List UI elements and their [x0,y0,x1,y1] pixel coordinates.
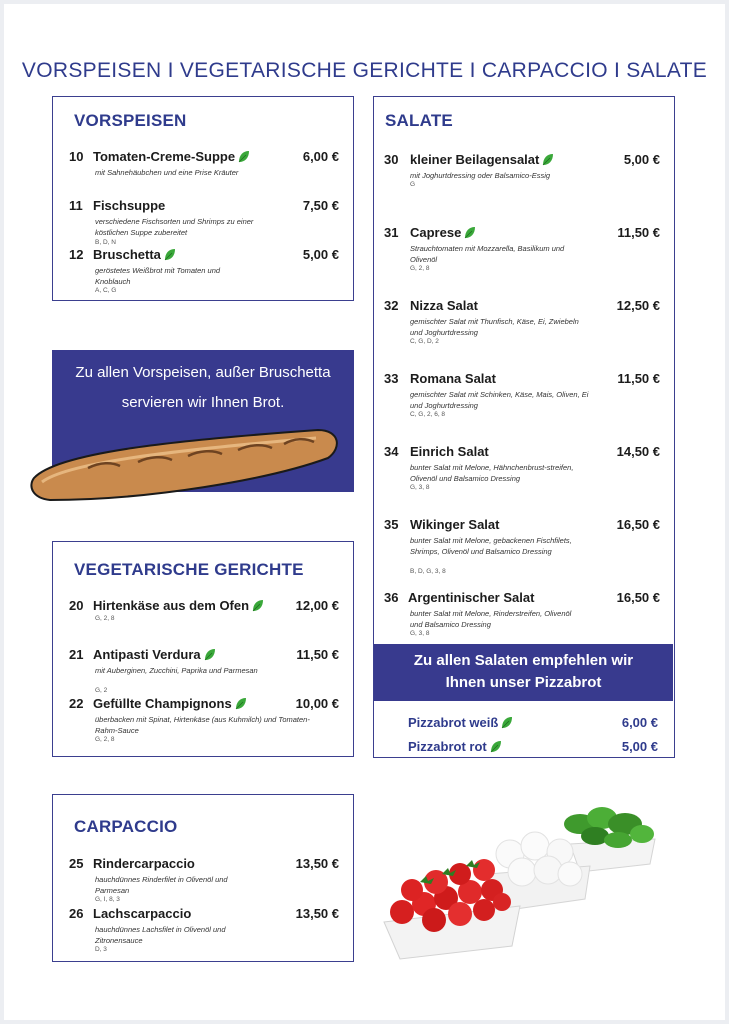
pizzabrot-name: Pizzabrot weiß [408,715,499,730]
salate-box [373,96,675,758]
menu-item [384,225,660,277]
item-number: 25 [69,856,84,871]
pizzabrot-banner [374,644,673,701]
item-number: 12 [69,247,84,262]
item-price: 14,50 € [616,444,660,459]
salate-title: SALATE [385,111,453,130]
item-name: Argentinischer Salat [408,590,535,605]
item-price: 12,00 € [295,598,339,613]
item-name: Romana Salat [410,371,496,386]
item-name: kleiner Beilagensalat [410,152,554,167]
item-description: gemischter Salat mit Schinken, Käse, Mais, Oliven, Ei und Joghurtdressing [410,390,589,410]
item-number: 31 [384,225,399,240]
item-description: mit Sahnehäubchen und eine Prise Kräuter [95,168,239,177]
vegetarisch-title: VEGETARISCHE GERICHTE [74,560,304,579]
vegetarian-leaf-icon [464,226,476,239]
item-number: 34 [384,444,399,459]
item-description: bunter Salat mit Melone, Hähnchenbrust-streifen, Olivenöl und Balsamico Dressing [410,463,574,483]
pizzabrot-banner-line2: Ihnen unser Pizzabrot [445,674,602,691]
item-description: verschiedene Fischsorten und Shrimps zu einer köstlichen Suppe zubereitet [95,217,254,237]
menu-item [69,696,339,744]
item-description: gemischter Salat mit Thunfisch, Käse, Ei, Zwiebeln und Joghurtdressing [410,317,579,337]
allergen-codes: G, I, 8, 3 [95,896,120,903]
pizzabrot-banner-line1: Zu allen Salaten empfehlen wir [413,652,634,669]
item-name: Wikinger Salat [410,517,500,532]
item-description: hauchdünnes Rinderfilet in Olivenöl und Parmesan [95,875,228,895]
pizzabrot-item [408,739,658,754]
bread-banner-line1: Zu allen Vorspeisen, außer Bruschetta [75,364,331,381]
menu-item [384,152,660,192]
item-number: 36 [384,590,399,605]
menu-item [69,198,339,246]
item-number: 21 [69,647,84,662]
item-description: geröstetes Weißbrot mit Tomaten und Knoblauch [95,266,221,286]
menu-item [69,906,339,952]
allergen-codes: G, 2 [95,687,108,694]
allergen-codes: C, G, 2, 6, 8 [410,411,446,418]
allergen-codes: D, 3 [95,946,107,953]
allergen-codes: G, 2, 8 [95,736,115,743]
vegetarisch-box [52,541,354,757]
menu-page [4,4,725,1020]
item-description: mit Auberginen, Zucchini, Paprika und Parmesan [95,666,258,675]
item-name: Lachscarpaccio [93,906,192,921]
item-name: Nizza Salat [410,298,478,313]
vegetarian-leaf-icon [204,648,216,661]
item-name: Hirtenkäse aus dem Ofen [93,598,264,613]
item-number: 20 [69,598,84,613]
menu-item [384,517,660,579]
item-number: 30 [384,152,399,167]
menu-item [69,856,339,902]
item-price: 7,50 € [302,198,339,213]
allergen-codes: G, 2, 8 [95,615,115,622]
page-header: VORSPEISEN I VEGETARISCHE GERICHTE I CARPACCIO I SALATE [21,59,708,82]
item-name: Tomaten-Creme-Suppe [93,149,250,164]
menu-item [69,598,339,628]
pizzabrot-price: 5,00 € [621,739,658,754]
item-price: 11,50 € [617,225,660,240]
allergen-codes: G, 3, 8 [410,630,430,637]
item-description: bunter Salat mit Melone, gebackenen Fischfilets, Shrimps, Olivenöl und Balsamico Dressing [410,536,572,556]
item-price: 5,00 € [302,247,339,262]
vegetarian-leaf-icon [235,697,247,710]
allergen-codes: B, D, N [95,239,116,246]
item-name: Caprese [410,225,476,240]
item-name: Einrich Salat [410,444,489,459]
vegetarian-leaf-icon [490,740,502,753]
menu-item [384,371,660,423]
allergen-codes: B, D, G, 3, 8 [410,568,446,575]
allergen-codes: G [410,181,416,188]
item-number: 35 [384,517,399,532]
item-description: mit Joghurtdressing oder Balsamico-Essig [410,171,551,180]
item-price: 5,00 € [623,152,660,167]
item-description: Strauchtomaten mit Mozzarella, Basilikum und Olivenöl [410,244,565,264]
item-name: Rindercarpaccio [93,856,195,871]
allergen-codes: A, C, G [95,287,117,294]
item-number: 26 [69,906,84,921]
item-number: 32 [384,298,399,313]
item-name: Fischsuppe [93,198,166,213]
item-description: überbacken mit Spinat, Hirtenkäse (aus Kuhmilch) und Tomaten-Rahm-Sauce [95,715,310,735]
vegetarian-leaf-icon [164,248,176,261]
carpaccio-box [52,794,354,962]
menu-item [384,298,660,350]
bread-banner-line2: servieren wir Ihnen Brot. [121,394,285,411]
item-price: 16,50 € [616,517,660,532]
carpaccio-title: CARPACCIO [74,817,178,836]
menu-item [69,149,339,193]
item-price: 12,50 € [616,298,660,313]
allergen-codes: C, G, D, 2 [410,338,439,345]
item-number: 11 [69,198,83,213]
item-description: bunter Salat mit Melone, Rinderstreifen, Olivenöl und Balsamico Dressing [410,609,572,629]
item-description: hauchdünnes Lachsfilet in Olivenöl und Zitronensauce [95,925,226,945]
vegetarian-leaf-icon [252,599,264,612]
item-number: 33 [384,371,399,386]
baguette-image [28,422,344,506]
item-price: 11,50 € [617,371,660,386]
menu-item [384,444,660,496]
vorspeisen-box [52,96,354,301]
item-price: 13,50 € [295,856,339,871]
pizzabrot-name: Pizzabrot rot [408,739,487,754]
item-price: 16,50 € [616,590,660,605]
pizzabrot-price: 6,00 € [621,715,658,730]
item-price: 11,50 € [296,647,339,662]
item-price: 13,50 € [295,906,339,921]
vorspeisen-title: VORSPEISEN [74,111,187,130]
vegetarian-leaf-icon [501,716,513,729]
item-name: Bruschetta [93,247,176,262]
item-name: Gefüllte Champignons [93,696,247,711]
item-number: 10 [69,149,84,164]
allergen-codes: G, 3, 8 [410,484,430,491]
vegetarian-leaf-icon [542,153,554,166]
item-number: 22 [69,696,84,711]
item-price: 10,00 € [295,696,339,711]
item-price: 6,00 € [302,149,339,164]
vegetarian-leaf-icon [238,150,250,163]
menu-item [69,647,339,693]
item-name: Antipasti Verdura [93,647,216,662]
pizzabrot-item [408,715,658,730]
menu-item [384,590,660,642]
allergen-codes: G, 2, 8 [410,265,430,272]
caprese-food-image [380,794,660,964]
menu-item [69,247,339,295]
